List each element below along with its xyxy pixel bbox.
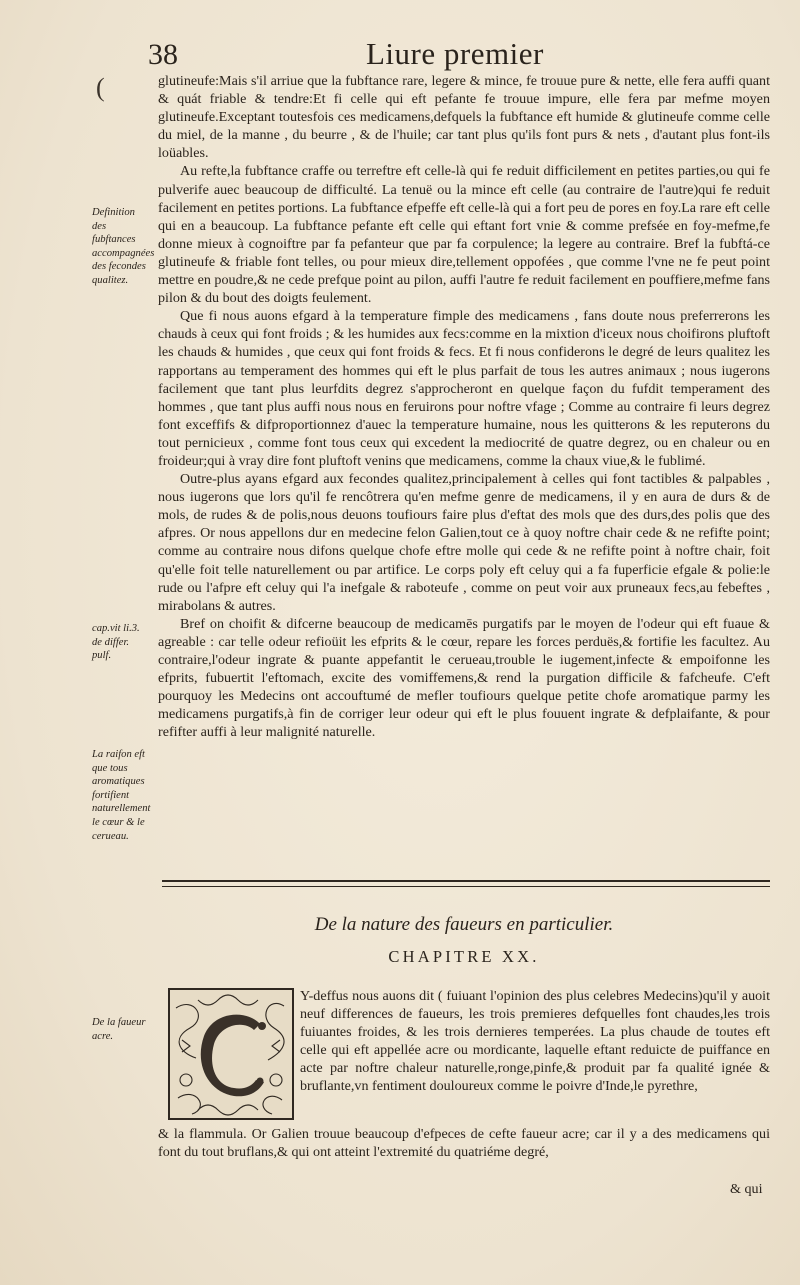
paragraph: Outre-plus ayans efgard aux fecondes qualitez,principalement à celles qui font tactibles & palpables , nous iugerons que lors qu'il fe rencôtrera qu'en mefme genre de medicamens, il y en aura de durs & de mols, de rudes & de polis,nous deuons toufiours faire plus d'eftat des mols que des durs,des polis que des afpres. Or nous appellons dur en medecine felon Galien,tout ce à quoy noftre chair cede & ne refifte point; comme au contraire nous difons quelque chofe eftre molle qui cede & ne refifte point à noftre chair, foit qu'elle foit telle naturellement ou par artifice. Le corps poly eft celuy qui a fa fuperficie efgale & polie:le rude ou l'afpre eft celuy qui l'a inefgale & raboteufe , comme on peut voir aux pruneaux fecs,au febeftes , mirabolans & autres.: [158, 471, 770, 614]
body-text-top: [158, 72, 770, 741]
page-number: 38: [148, 38, 178, 71]
margin-note-acre: De la faueur acre.: [92, 1017, 146, 1042]
paragraph: glutineufe:Mais s'il arriue que la fubftance rare, legere & mince, fe trouue pure & nette, elle fera auffi quant & quát friable & tendre:Et fi celle qui eft pefante fe trouue impure, elle fera par mefme moyen glutineufe.Exceptant toutesfois ces medicamens,defquels la fubftance eft humide & glutineufe comme celle du miel, de la manne , du beurre , & de l'huile; car tant plus qu'ils font purs & nets , d'autant plus font-ils loüables.: [158, 73, 770, 162]
section-title: De la nature des faueurs en particulier.: [314, 914, 614, 935]
section-rule-thin: [162, 886, 770, 887]
margin-note-definition: Definition des fubftances accompagnées des fecondes qualitez.: [92, 207, 155, 286]
catchword: & qui: [730, 1181, 763, 1197]
body-text-tail: & la flammula. Or Galien trouue beaucoup d'efpeces de cefte faueur acre; car il y a des medicamens qui font du tout bruflans,& qui ont atteint l'extremité du quatriéme degré,: [158, 1126, 770, 1161]
running-head: Liure premier: [366, 36, 544, 71]
chapter-heading: CHAPITRE XX.: [388, 947, 540, 966]
paragraph: Au refte,la fubftance craffe ou terreftre eft celle-là qui fe reduit difficilement en petites parties,ou qui fe pulverife auec beaucoup de difficulté. La tenuë ou la mince eft celle (au contraire de l'autre)qui fe reduit facilement en petites portions. La fubftance efpeffe eft celle-là qui a fort peu de pores en foy.La rare eft celle qui en a beaucoup. La fubftance pefante eft celle qui eftant fort vnie & comme prefsée en foy-mefme,fe donne mieux à cognoiftre par fa pefanteur que par fa corpulence; la legere au contraire. Bref la fubftá-ce glutineufe & friable font telles, ou pour mieux dire,tellement oppofées , que comme l'vne ne fe peut point mettre en poudre,& ne cede prefque point au pilon, auffi l'autre fe reduit facilement en pouffiere,mefme fans pilon & du bout des doigts feulement.: [158, 163, 770, 307]
section-rule: [162, 880, 770, 882]
paragraph: Bref on choifit & difcerne beaucoup de medicamēs purgatifs par le moyen de l'odeur qui eft fuaue & agreable : car telle odeur refioüit les efprits & le cœur, repare les forces perduës,& fortifie les facultez. Au contraire,l'odeur ingrate & puante appefantit le cerueau,trouble le iugement,infecte & empoifonne les efprits, fubuertit l'eftomach, excite des vomiffemens,& rend la purgation difficile & fafcheufe. C'eft pourquoy les Medecins ont accouftumé de mefler toufiours quelque petite chofe aromatique parmy les medicamens purgatifs,à fin de corriger leur odeur qui eft le plus fouuent ingrate & defplaifante, & pour refifter auffi à leur malignité naturelle.: [158, 615, 770, 741]
paragraph-mark: (: [96, 73, 105, 102]
page-header: [144, 34, 764, 74]
margin-note-raison: La raifon eft que tous aromatiques fortifient naturellement le cœur & le cerueau.: [92, 749, 151, 842]
margin-note-galien-ref: cap.vit li.3. de differ. pulf.: [92, 623, 140, 662]
ornamental-initial-c: [168, 988, 294, 1120]
paragraph: Que fi nous auons efgard à la temperature fimple des medicamens , fans doute nous preferrerons les chauds à ceux qui font froids ; & les humides aux fecs:comme en la mixtion d'iceux nous choifirons pluftoft les chauds & humides , que ceux qui font froids & fecs. Et fi nous confiderons le degré de leurs qualitez les rapportans au temperament des hommes qui eft le plus parfait de tous les autres animaux ; nous iugerons facilement que tant plus leurfdits degrez s'approcheront en quelque façon du fufdit temperament des hommes , que tant plus auffi nous nous en feruirons pour noftre vfage ; Comme au contraire fi leurs degrez font exceffifs & difproportionnez d'auec la temperature humaine, nous les quitterons & les reputerons du tout pernicieux , comme font tous ceux qui excedent la mediocrité de quatre degrez, ou en chaleur ou en froideur;qui à vray dire font pluftoft venins que medicamens, comme la chaux viue,& le fublimé.: [158, 308, 770, 469]
body-text-chapter-opening: Y-deffus nous auons dit ( fuiuant l'opinion des plus celebres Medecins)qu'il y auoit neuf differences de faueurs, les trois premieres defquelles font chaudes,les trois fuiuantes froides, & les trois dernieres temperées. La plus chaude de toutes eft celle qui eft appellée acre ou mordicante, laquelle eftant reduicte de puiffance en acte par noftre chaleur naturelle,ronge,pinfe,& produit par fa qualité ignée & bruflante,vn fentiment douloureux comme le poivre d'Inde,le pyrethre,: [300, 988, 770, 1095]
